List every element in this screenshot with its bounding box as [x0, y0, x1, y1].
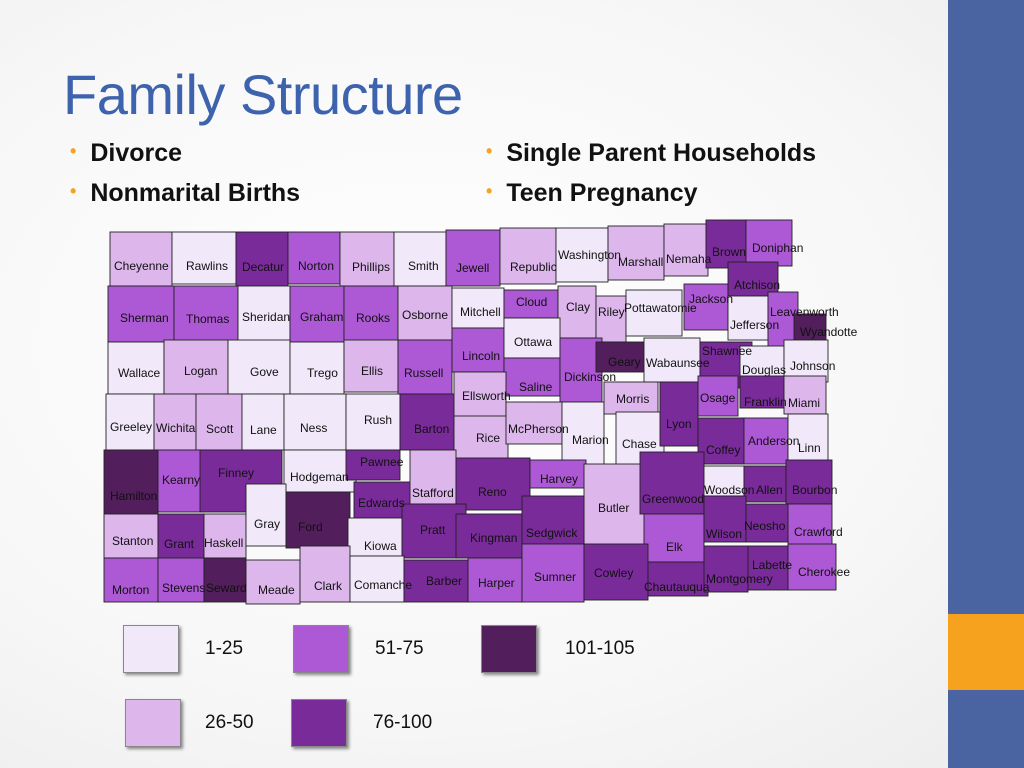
county-label-sumner: Sumner: [534, 570, 577, 584]
county-label-geary: Geary: [608, 355, 641, 369]
county-label-smith: Smith: [408, 259, 439, 273]
county-label-logan: Logan: [184, 364, 218, 378]
county-label-stanton: Stanton: [112, 534, 154, 548]
county-label-ellsworth: Ellsworth: [462, 389, 511, 403]
county-label-washington: Washington: [558, 248, 621, 262]
legend-swatch: [481, 625, 537, 673]
county-stevens: [158, 558, 204, 602]
county-label-chautauqua: Chautauqua: [644, 580, 710, 594]
county-label-saline: Saline: [519, 380, 553, 394]
county-label-mitchell: Mitchell: [460, 305, 501, 319]
county-bourbon: [786, 460, 832, 504]
county-label-rush: Rush: [364, 413, 393, 427]
county-label-marshall: Marshall: [618, 255, 664, 269]
county-label-osage: Osage: [700, 391, 736, 405]
bullet-dot-icon: •: [486, 181, 493, 201]
county-label-clay: Clay: [566, 300, 591, 314]
legend-swatch: [291, 699, 347, 747]
legend-label: 1-25: [205, 638, 244, 659]
bullet-dot-icon: •: [486, 141, 493, 161]
slide-title: Family Structure: [63, 63, 463, 126]
county-label-morris: Morris: [616, 392, 650, 406]
county-label-ness: Ness: [300, 421, 328, 435]
legend-label: 101-105: [565, 638, 635, 659]
county-label-barber: Barber: [426, 574, 463, 588]
county-label-ottawa: Ottawa: [514, 335, 553, 349]
county-label-pottawatomie: Pottawatomie: [624, 301, 697, 315]
county-label-osborne: Osborne: [402, 308, 449, 322]
county-label-barton: Barton: [414, 422, 450, 436]
county-label-finney: Finney: [218, 466, 255, 480]
county-label-shawnee: Shawnee: [702, 344, 753, 358]
county-gray: [246, 484, 286, 546]
county-label-nemaha: Nemaha: [666, 252, 712, 266]
legend-label: 76-100: [373, 712, 433, 733]
county-label-russell: Russell: [404, 366, 444, 380]
bullet-label: Single Parent Households: [506, 139, 817, 167]
county-label-douglas: Douglas: [742, 363, 787, 377]
county-label-seward: Seward: [206, 581, 247, 595]
county-label-clark: Clark: [314, 579, 343, 593]
county-riley: [596, 296, 626, 342]
county-label-wilson: Wilson: [706, 527, 743, 541]
county-label-republic: Republic: [510, 260, 557, 274]
county-label-allen: Allen: [756, 483, 783, 497]
county-label-ellis: Ellis: [361, 364, 384, 378]
county-label-graham: Graham: [300, 310, 344, 324]
county-label-greenwood: Greenwood: [642, 492, 705, 506]
county-label-brown: Brown: [712, 245, 747, 259]
county-label-coffey: Coffey: [706, 443, 741, 457]
county-label-wichita: Wichita: [156, 421, 196, 435]
legend-swatch: [293, 625, 349, 673]
county-label-sheridan: Sheridan: [242, 310, 291, 324]
county-label-sedgwick: Sedgwick: [526, 526, 578, 540]
county-label-jackson: Jackson: [689, 292, 734, 306]
bullet-label: Divorce: [90, 139, 183, 167]
county-label-bourbon: Bourbon: [792, 483, 838, 497]
county-label-doniphan: Doniphan: [752, 241, 804, 255]
county-elk: [644, 514, 704, 562]
legend-swatch: [125, 699, 181, 747]
county-label-lyon: Lyon: [666, 417, 692, 431]
county-label-pratt: Pratt: [420, 523, 446, 537]
bullet-dot-icon: •: [70, 141, 77, 161]
county-label-lane: Lane: [250, 423, 277, 437]
county-label-franklin: Franklin: [744, 395, 787, 409]
county-label-rice: Rice: [476, 431, 501, 445]
county-rawlins: [172, 232, 236, 284]
county-label-jewell: Jewell: [456, 261, 490, 275]
county-label-trego: Trego: [307, 366, 338, 380]
county-label-wallace: Wallace: [118, 366, 161, 380]
county-hamilton: [104, 450, 158, 514]
county-label-cowley: Cowley: [594, 566, 634, 580]
county-label-mcpherson: McPherson: [508, 422, 569, 436]
county-label-harper: Harper: [478, 576, 515, 590]
county-coffey: [698, 418, 744, 464]
county-label-jefferson: Jefferson: [730, 318, 780, 332]
bullet-label: Teen Pregnancy: [506, 179, 698, 207]
county-label-johnson: Johnson: [790, 359, 836, 373]
county-label-wyandotte: Wyandotte: [800, 325, 858, 339]
county-label-ford: Ford: [298, 520, 323, 534]
county-label-montgomery: Montgomery: [706, 572, 773, 586]
county-label-sherman: Sherman: [120, 311, 169, 325]
bullet-label: Nonmarital Births: [90, 179, 301, 207]
county-label-scott: Scott: [206, 422, 234, 436]
county-label-elk: Elk: [666, 540, 683, 554]
legend-label: 26-50: [205, 712, 254, 733]
county-label-comanche: Comanche: [354, 578, 413, 592]
county-label-cherokee: Cherokee: [798, 565, 851, 579]
county-label-norton: Norton: [298, 259, 335, 273]
county-label-gray: Gray: [254, 517, 281, 531]
county-label-wabaunsee: Wabaunsee: [646, 356, 710, 370]
county-label-stafford: Stafford: [412, 486, 454, 500]
county-label-anderson: Anderson: [748, 434, 800, 448]
county-decatur: [236, 232, 288, 286]
county-label-lincoln: Lincoln: [462, 349, 501, 363]
county-label-linn: Linn: [798, 441, 821, 455]
county-label-thomas: Thomas: [186, 312, 230, 326]
county-label-gove: Gove: [250, 365, 279, 379]
county-label-harvey: Harvey: [540, 472, 579, 486]
county-label-greeley: Greeley: [110, 420, 153, 434]
county-brown: [706, 220, 746, 268]
county-label-cloud: Cloud: [516, 295, 548, 309]
county-lyon: [660, 382, 698, 446]
county-label-stevens: Stevens: [162, 581, 206, 595]
side-accent-block: [948, 614, 1024, 690]
county-republic: [500, 228, 556, 284]
county-label-riley: Riley: [598, 305, 625, 319]
county-label-leavenworth: Leavenworth: [770, 305, 839, 319]
county-label-marion: Marion: [572, 433, 609, 447]
bullet-dot-icon: •: [70, 181, 77, 201]
county-nemaha: [664, 224, 708, 276]
county-label-butler: Butler: [598, 501, 630, 515]
county-seward: [204, 558, 246, 602]
county-label-rooks: Rooks: [356, 311, 391, 325]
county-label-dickinson: Dickinson: [564, 370, 617, 384]
county-label-rawlins: Rawlins: [186, 259, 229, 273]
county-label-woodson: Woodson: [704, 483, 755, 497]
legend-swatch: [123, 625, 179, 673]
county-meade: [246, 560, 300, 604]
county-label-kingman: Kingman: [470, 531, 518, 545]
county-label-grant: Grant: [164, 537, 195, 551]
county-label-miami: Miami: [788, 396, 820, 410]
legend-label: 51-75: [375, 638, 424, 659]
county-label-labette: Labette: [752, 558, 793, 572]
county-label-edwards: Edwards: [358, 496, 405, 510]
county-label-neosho: Neosho: [744, 519, 786, 533]
county-reno: [456, 458, 530, 510]
county-jewell: [446, 230, 500, 286]
county-label-kiowa: Kiowa: [364, 539, 397, 553]
county-label-phillips: Phillips: [352, 260, 391, 274]
county-phillips: [340, 232, 394, 286]
county-label-hodgeman: Hodgeman: [290, 470, 349, 484]
county-clark: [300, 546, 350, 602]
county-lane: [242, 394, 284, 450]
county-label-haskell: Haskell: [204, 536, 244, 550]
county-norton: [288, 232, 340, 284]
county-label-hamilton: Hamilton: [110, 489, 158, 503]
county-label-chase: Chase: [622, 437, 657, 451]
county-label-kearny: Kearny: [162, 473, 201, 487]
county-label-reno: Reno: [478, 485, 507, 499]
county-label-pawnee: Pawnee: [360, 455, 404, 469]
county-label-cheyenne: Cheyenne: [114, 259, 169, 273]
county-label-crawford: Crawford: [794, 525, 843, 539]
county-label-meade: Meade: [258, 583, 295, 597]
county-label-atchison: Atchison: [734, 278, 781, 292]
county-label-morton: Morton: [112, 583, 150, 597]
county-label-decatur: Decatur: [242, 260, 285, 274]
